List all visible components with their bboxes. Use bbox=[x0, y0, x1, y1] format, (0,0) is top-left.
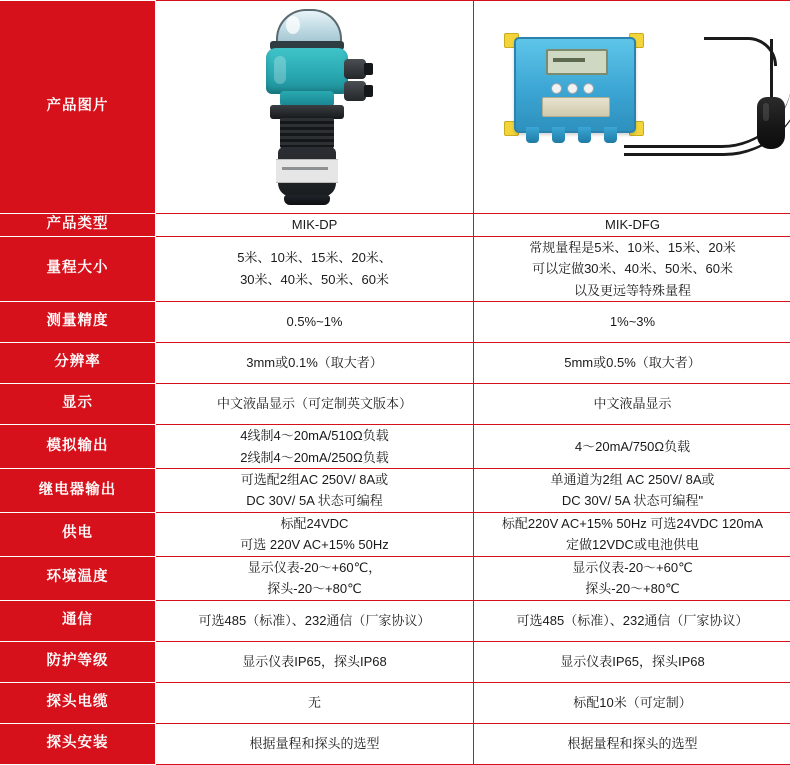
cell-line: 1%~3% bbox=[474, 311, 790, 332]
cell-relay-output-right bbox=[474, 468, 790, 512]
table-row bbox=[0, 723, 790, 764]
table-row bbox=[0, 1, 790, 214]
row-label-probe-cable: 探头电缆 bbox=[0, 682, 156, 723]
cell-line: 无 bbox=[156, 692, 473, 713]
cell-range-right bbox=[474, 236, 790, 301]
table-row bbox=[0, 425, 790, 469]
cell-line: 标配220V AC+15% 50Hz 可选24VDC 120mA bbox=[474, 513, 790, 534]
cell-ambient-temperature-left bbox=[156, 556, 474, 600]
table-row bbox=[0, 214, 790, 237]
table-row bbox=[0, 302, 790, 343]
cell-line: 显示仪表-20～+60℃ bbox=[474, 557, 790, 578]
row-label-range: 量程大小 bbox=[0, 236, 156, 301]
ultrasonic-level-meter-split-with-probe-icon bbox=[474, 1, 790, 213]
table-row bbox=[0, 236, 790, 301]
row-label-product-type: 产品类型 bbox=[0, 214, 156, 237]
cell-line: 常规量程是5米、10米、15米、20米 bbox=[474, 237, 790, 258]
row-label-protection-grade: 防护等级 bbox=[0, 641, 156, 682]
cell-line: 5mm或0.5%（取大者） bbox=[474, 352, 790, 373]
row-label-resolution: 分辨率 bbox=[0, 343, 156, 384]
table-row bbox=[0, 384, 790, 425]
cell-line: 显示仪表IP65，探头IP68 bbox=[474, 651, 790, 672]
cell-resolution-right bbox=[474, 343, 790, 384]
cell-line: 5米、10米、15米、20米、 bbox=[156, 247, 473, 268]
ultrasonic-level-meter-integrated-icon bbox=[156, 1, 473, 213]
cell-power-supply-left bbox=[156, 512, 474, 556]
row-label-communication: 通信 bbox=[0, 600, 156, 641]
cell-range-left bbox=[156, 236, 474, 301]
cell-ambient-temperature-right bbox=[474, 556, 790, 600]
row-label-ambient-temperature: 环境温度 bbox=[0, 556, 156, 600]
cell-line: MIK-DFG bbox=[474, 214, 790, 235]
cell-analog-output-left bbox=[156, 425, 474, 469]
row-label-analog-output: 模拟输出 bbox=[0, 425, 156, 469]
cell-communication-left bbox=[156, 600, 474, 641]
cell-protection-grade-left bbox=[156, 641, 474, 682]
table-row bbox=[0, 468, 790, 512]
cell-protection-grade-right bbox=[474, 641, 790, 682]
row-label-display: 显示 bbox=[0, 384, 156, 425]
table-row bbox=[0, 641, 790, 682]
row-label-relay-output: 继电器输出 bbox=[0, 468, 156, 512]
cell-line: 可选485（标准）、232通信（厂家协议） bbox=[156, 610, 473, 631]
cell-line: 探头-20～+80℃ bbox=[156, 578, 473, 599]
cell-accuracy-right bbox=[474, 302, 790, 343]
cell-line: 显示仪表IP65，探头IP68 bbox=[156, 651, 473, 672]
cell-display-left bbox=[156, 384, 474, 425]
cell-line: 2线制4～20mA/250Ω负载 bbox=[156, 447, 473, 468]
table-row bbox=[0, 556, 790, 600]
cell-line: 可选配2组AC 250V/ 8A或 bbox=[156, 469, 473, 490]
cell-line: 30米、40米、50米、60米 bbox=[156, 269, 473, 290]
cell-line: 显示仪表-20～+60℃， bbox=[156, 557, 473, 578]
product-image-right-cell bbox=[474, 1, 790, 214]
cell-line: 定做12VDC或电池供电 bbox=[474, 534, 790, 555]
row-label-power-supply: 供电 bbox=[0, 512, 156, 556]
cell-probe-installation-left bbox=[156, 723, 474, 764]
cell-line: DC 30V/ 5A 状态可编程" bbox=[474, 490, 790, 511]
table-row bbox=[0, 343, 790, 384]
cell-line: 可选 220V AC+15% 50Hz bbox=[156, 534, 473, 555]
cell-probe-cable-right bbox=[474, 682, 790, 723]
cell-line: MIK-DP bbox=[156, 214, 473, 235]
cell-power-supply-right bbox=[474, 512, 790, 556]
cell-line: 标配10米（可定制） bbox=[474, 692, 790, 713]
cell-relay-output-left bbox=[156, 468, 474, 512]
cell-line: 中文液晶显示（可定制英文版本） bbox=[156, 393, 473, 414]
table-row bbox=[0, 600, 790, 641]
cell-analog-output-right bbox=[474, 425, 790, 469]
cell-communication-right bbox=[474, 600, 790, 641]
cell-line: 0.5%~1% bbox=[156, 311, 473, 332]
cell-line: 以及更远等特殊量程 bbox=[474, 280, 790, 301]
row-label-product-image: 产品图片 bbox=[0, 1, 156, 214]
cell-line: 可以定做30米、40米、50米、60米 bbox=[474, 258, 790, 279]
cell-resolution-left bbox=[156, 343, 474, 384]
cell-line: DC 30V/ 5A 状态可编程 bbox=[156, 490, 473, 511]
cell-line: 根据量程和探头的选型 bbox=[156, 733, 473, 754]
table-row bbox=[0, 512, 790, 556]
row-label-probe-installation: 探头安装 bbox=[0, 723, 156, 764]
cell-display-right bbox=[474, 384, 790, 425]
row-label-accuracy: 测量精度 bbox=[0, 302, 156, 343]
cell-probe-installation-right bbox=[474, 723, 790, 764]
cell-accuracy-left bbox=[156, 302, 474, 343]
cell-line: 4～20mA/750Ω负载 bbox=[474, 436, 790, 457]
cell-line: 中文液晶显示 bbox=[474, 393, 790, 414]
table-row bbox=[0, 682, 790, 723]
cell-line: 探头-20～+80℃ bbox=[474, 578, 790, 599]
cell-line: 标配24VDC bbox=[156, 513, 473, 534]
cell-product-type-left bbox=[156, 214, 474, 237]
cell-line: 根据量程和探头的选型 bbox=[474, 733, 790, 754]
product-image-left-cell bbox=[156, 1, 474, 214]
cell-line: 4线制4～20mA/510Ω负载 bbox=[156, 425, 473, 446]
cell-line: 3mm或0.1%（取大者） bbox=[156, 352, 473, 373]
cell-line: 单通道为2组 AC 250V/ 8A或 bbox=[474, 469, 790, 490]
cell-line: 可选485（标准）、232通信（厂家协议） bbox=[474, 610, 790, 631]
cell-probe-cable-left bbox=[156, 682, 474, 723]
cell-product-type-right bbox=[474, 214, 790, 237]
